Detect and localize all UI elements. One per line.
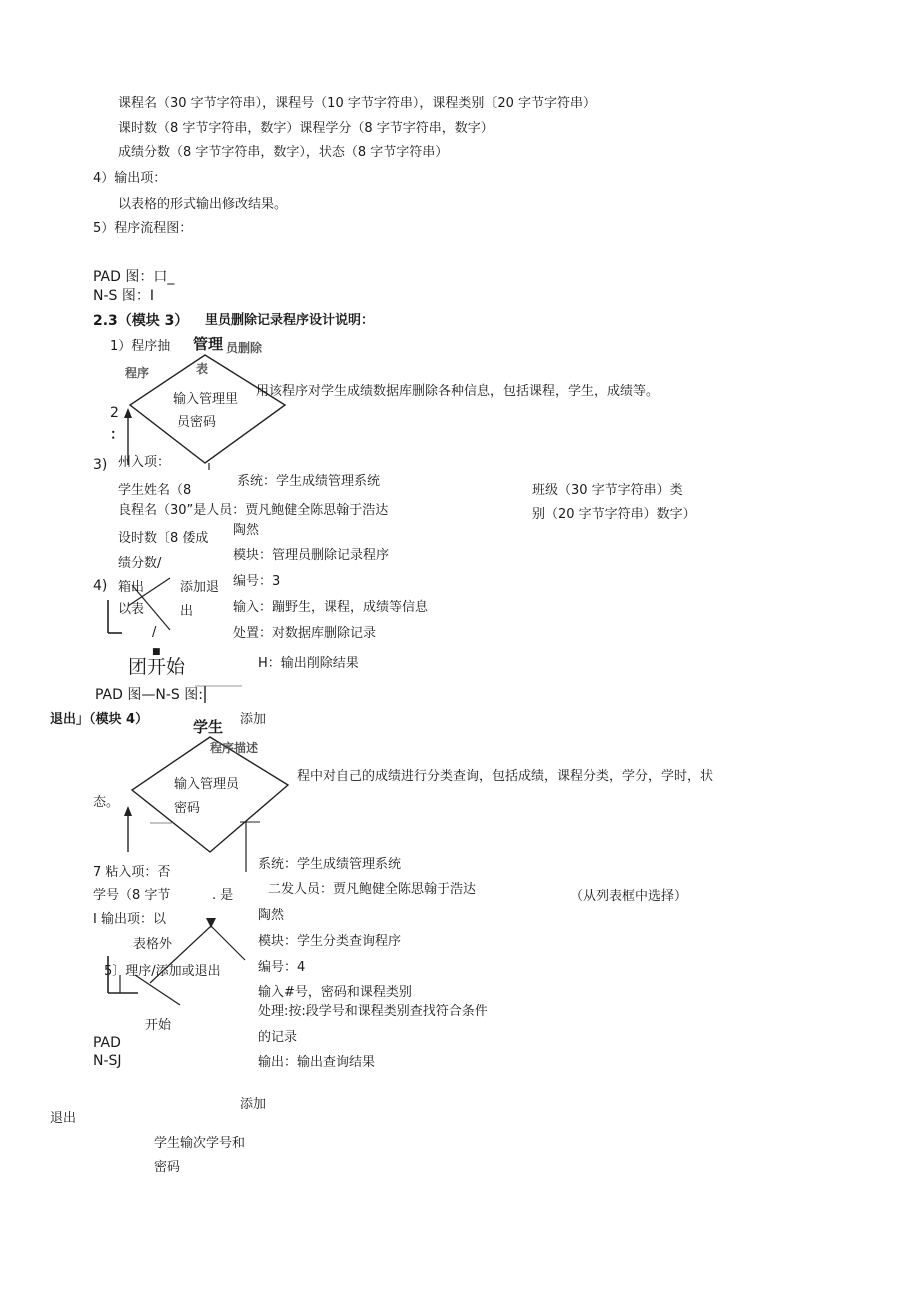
add-label: 添加 — [240, 712, 267, 727]
item-number-3: 3) — [93, 457, 108, 473]
bullet-mark: ■ — [152, 647, 161, 657]
m4-diamond-line2: 密码 — [174, 801, 201, 816]
program-label: 1）程序抽 — [110, 339, 171, 354]
flow-heading: 5）程序流程图： — [93, 221, 193, 236]
m4-pad-label: PAD — [93, 1035, 121, 1051]
ns-label: N-S 图：I — [93, 288, 154, 304]
output-label: 箱出 — [118, 580, 145, 595]
module3-description: 用该程序对学生成绩数据库删除各种信息，包括课程，学生，成绩等。 — [256, 384, 660, 399]
m4-spec-output: 输出：输出查询结果 — [258, 1055, 376, 1070]
flow-arrowhead-m4 — [124, 806, 132, 816]
field-score: 绩分数/ — [118, 556, 162, 571]
m4-flow-heading: 5〕理序/添加或退出 — [104, 964, 221, 979]
state-label: 态。 — [93, 795, 120, 810]
spec-output: H：输出削除结果 — [258, 656, 359, 671]
spec-input: 输入：蹦野生，课程，成绩等信息 — [233, 600, 429, 615]
field-class-type: 别（20 字节字符串）数字） — [532, 507, 696, 522]
field-hours: 设时数〔8 倭成 — [118, 531, 209, 546]
item-number-4: 4) — [93, 578, 108, 594]
spec-staff-cont: 陶然 — [233, 523, 260, 538]
field-line-course: 课程名（30 字节字符串），课程号（10 字节字符串），课程类别〔20 字节字符串） — [118, 96, 597, 111]
fig-blur-table: 表 — [196, 362, 209, 376]
m4-start-label: 开始 — [145, 1018, 172, 1033]
slash-mark: / — [152, 625, 157, 640]
flow-arrowhead — [124, 408, 132, 418]
m4-spec-staff: 二发人员：贾凡鲍健全陈思翰于浩达 — [268, 882, 477, 897]
m4-spec-input: 输入#号，密码和课程类别 — [258, 985, 412, 1000]
tail-exit-label: 退出 — [50, 1111, 77, 1126]
m4-spec-module: 模块：学生分类查询程序 — [258, 934, 402, 949]
fig-blur-program: 程序 — [125, 366, 150, 380]
tail-student-input-line1: 学生输次学号和 — [154, 1136, 246, 1151]
m4-output-heading: I 输出项：以 — [93, 912, 166, 927]
field-line-hours: 课时数（8 字节字符串，数字）课程学分（8 字节字符串，数字） — [118, 121, 494, 136]
m4-input-heading: 7 粘入项：否 — [93, 865, 171, 880]
module4-description: 程中对自己的成绩进行分类查询，包括成绩，课程分类，学分，学时，状 — [297, 769, 714, 784]
pad-label: PAD 图：口_ — [93, 269, 175, 285]
field-class: 班级（30 字节字符串）类 — [532, 483, 683, 498]
field-student-name: 学生姓名（8 — [118, 483, 192, 498]
m4-table-out: 表格外 — [133, 937, 173, 952]
m4-spec-process2: 的记录 — [258, 1030, 298, 1045]
m4-diamond-line1: 输入管理员 — [174, 777, 240, 792]
fig-title-manage: 管理 — [193, 335, 224, 353]
section-number: 2.3（模块 3） — [93, 313, 189, 329]
start-label: 团开始 — [128, 656, 186, 678]
input-heading: 州入项： — [118, 455, 171, 470]
m4-spec-process1: 处理:按:段学号和课程类别查找符合条件 — [258, 1004, 488, 1019]
field-line-score: 成绩分数（8 字节字符串，数字），状态（8 字节字符串） — [118, 145, 449, 160]
spec-process: 处置：对数据库删除记录 — [233, 626, 377, 641]
m4-spec-staff-cont: 陶然 — [258, 908, 285, 923]
diamond-text-line1: 输入管理里 — [173, 392, 239, 407]
fig-blur-desc: 程序描述 — [210, 741, 259, 755]
m4-yes-label: . 是 — [212, 888, 234, 903]
select-note: （从列表框中选择） — [570, 889, 688, 904]
m4-nsj-label: N-SJ — [93, 1053, 122, 1069]
item-colon: ： — [110, 427, 124, 443]
spec-number: 编号：3 — [233, 574, 281, 589]
add-exit-line1: 添加退 — [180, 580, 220, 595]
m4-field-sid: 学号（8 字节 — [93, 888, 171, 903]
spec-system: 系统：学生成绩管理系统 — [237, 474, 381, 489]
module4-heading: 退出」（模块 4） — [50, 712, 149, 727]
field-course-staff: 良程名（30”是人员：贾凡鲍健全陈思翰于浩达 — [118, 503, 389, 518]
fig-title-delete: 员删除 — [226, 341, 263, 355]
tail-student-input-line2: 密码 — [154, 1160, 181, 1175]
output-table: 以表 — [118, 602, 145, 617]
diagonal-line — [211, 926, 245, 960]
output-text: 以表格的形式输出修改结果。 — [118, 197, 288, 212]
item-number-2: 2 — [110, 405, 119, 421]
add-exit-line2: 出 — [180, 604, 194, 619]
tail-add-label: 添加 — [240, 1097, 267, 1112]
section-title: 里员删除记录程序设计说明： — [205, 313, 375, 328]
pad-ns-label: PAD 图—N-S 图: — [95, 687, 203, 703]
diamond-text-line2: 员密码 — [177, 415, 217, 430]
output-heading: 4）输出项： — [93, 171, 167, 186]
m4-spec-number: 编号：4 — [258, 960, 306, 975]
m4-spec-system: 系统：学生成绩管理系统 — [258, 857, 402, 872]
fig-title-student: 学生 — [193, 718, 224, 736]
spec-module: 模块：管理员删除记录程序 — [233, 548, 390, 563]
